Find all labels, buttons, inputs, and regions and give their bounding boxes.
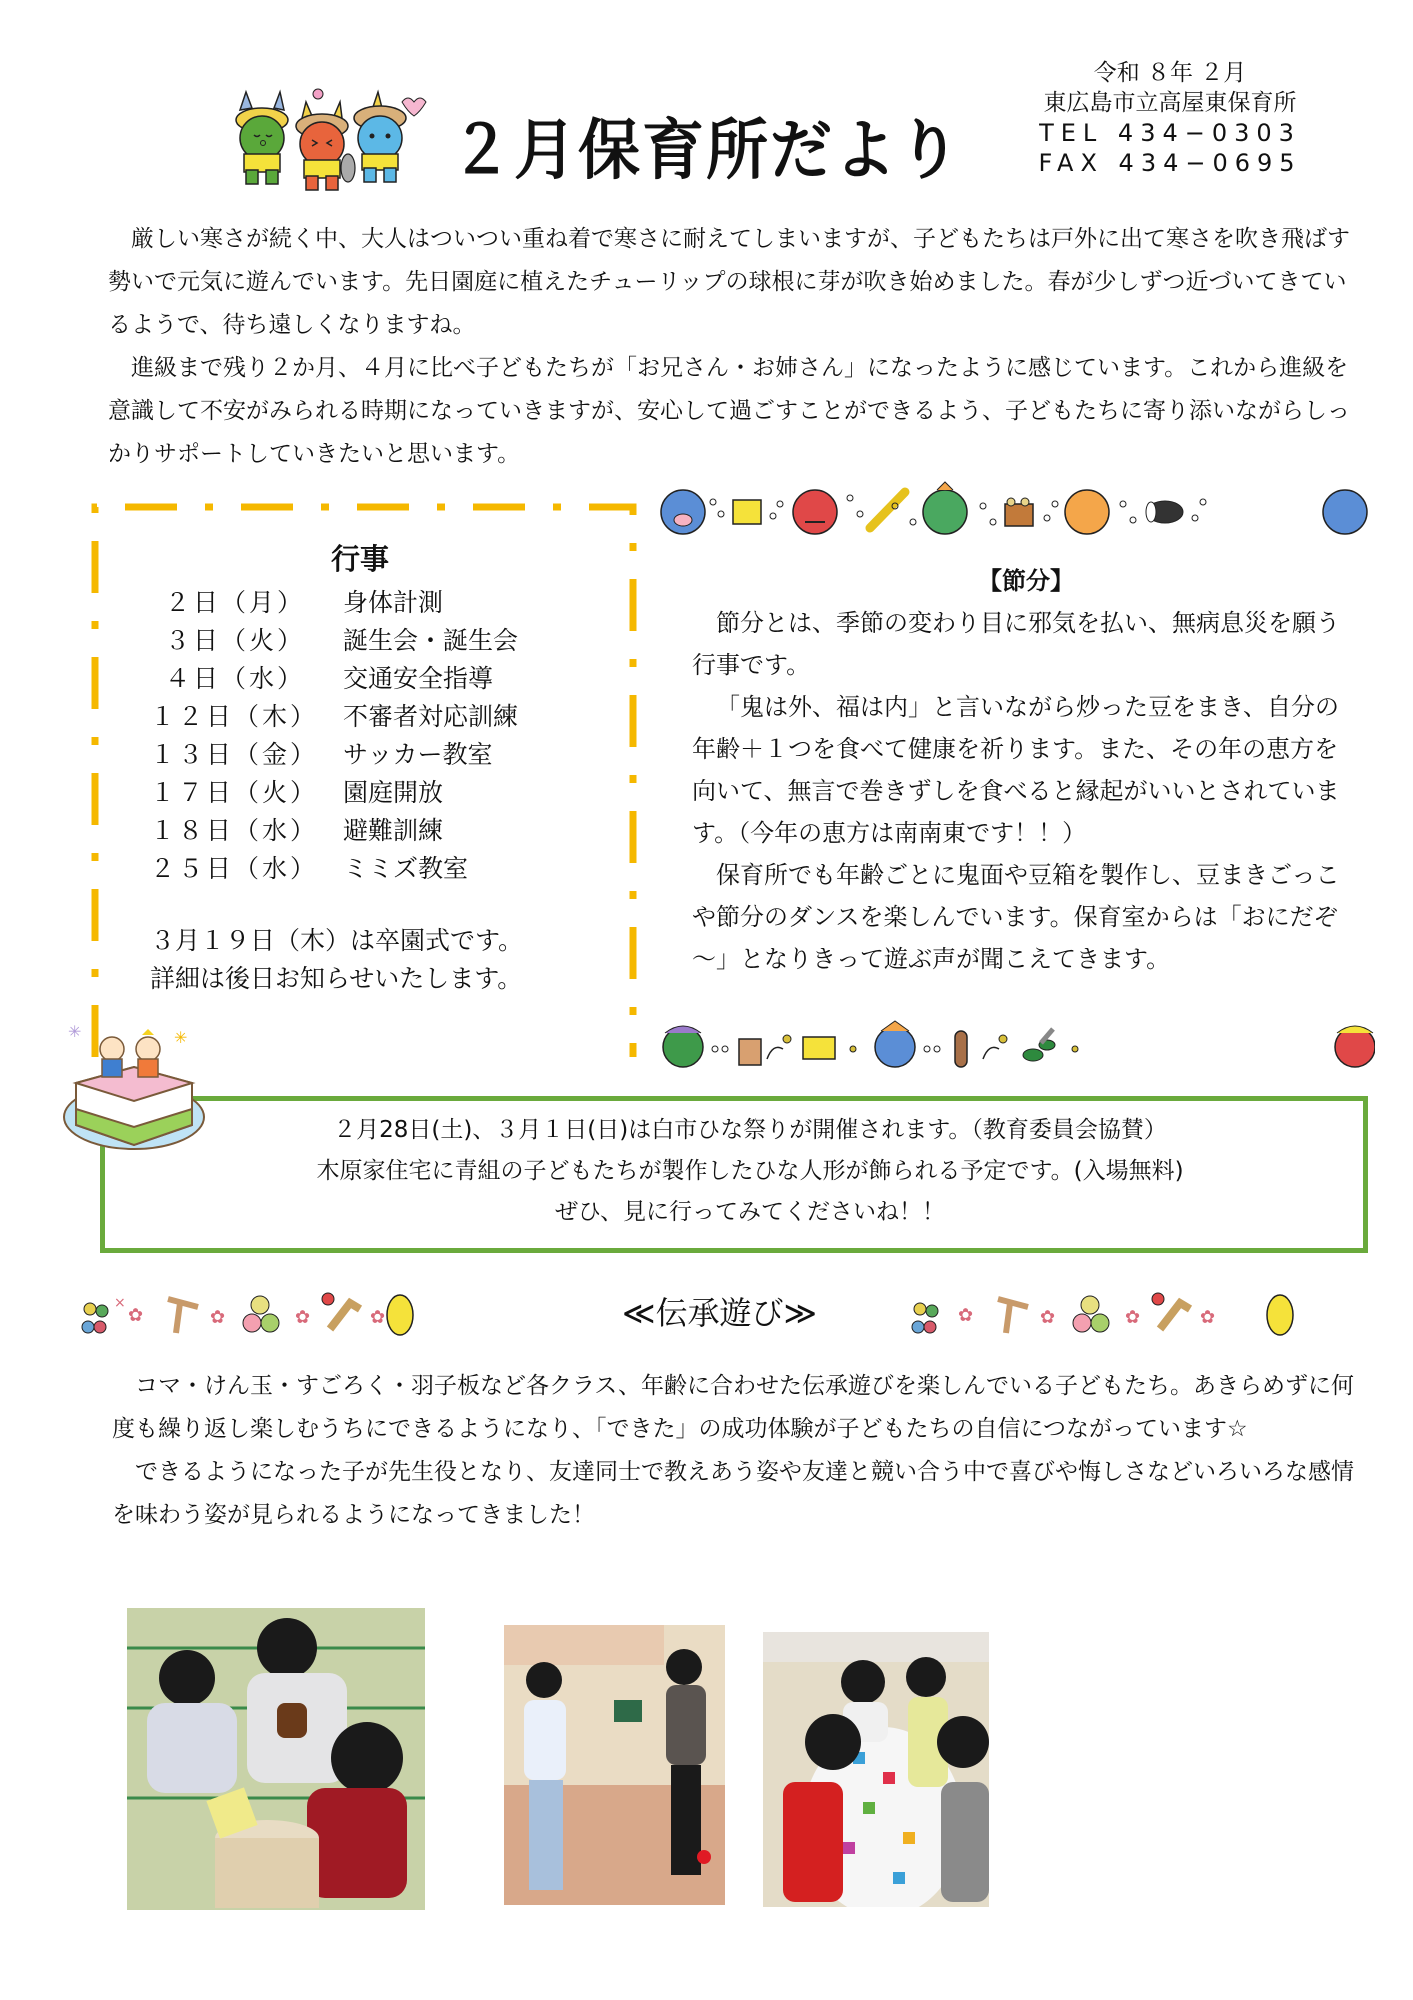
event-name: 園庭開放 (343, 778, 444, 807)
oni-decorative-border-bottom (655, 1015, 1375, 1075)
photo-toddlers-mochi-pounding (127, 1608, 425, 1910)
event-row (150, 810, 600, 848)
header-info (1020, 58, 1320, 178)
graduation-note-line1: ３月１９日（木）は卒園式です。 (150, 926, 524, 955)
green-oni-icon (236, 92, 288, 184)
event-date: ３日（火） (164, 626, 305, 655)
intro-section (108, 218, 1363, 476)
hina-matsuri-text (200, 1110, 1300, 1233)
event-row (150, 620, 600, 658)
orange-oni-face-icon (1065, 490, 1109, 534)
issue-date: 令和 ８年 ２月 (1093, 60, 1247, 86)
games-paragraph: コマ・けん玉・すごろく・羽子板など各クラス、年齢に合わせた伝承遊びを楽しんでいる子どもたち。あきらめずに何度も繰り返し楽しむうちにできるようになり、「できた」の成功体験が子どもたちの自信につながっています☆ (112, 1373, 1354, 1442)
graduation-note (150, 922, 600, 998)
event-row (150, 848, 600, 886)
red-oni-icon (296, 102, 348, 190)
newsletter-title: ２月保育所だより (450, 111, 963, 189)
svg-text:✿: ✿ (958, 1305, 974, 1326)
graduation-note-line2: 詳細は後日お知らせいたします。 (150, 964, 523, 993)
event-date: １２日（木） (150, 702, 319, 731)
hagoita-icon (330, 1303, 360, 1329)
holly-sardine-icon (1023, 1029, 1055, 1061)
event-row (150, 734, 600, 772)
photo-children-card-game (763, 1632, 989, 1907)
organization-name: 東広島市立高屋東保育所 (1043, 90, 1297, 116)
svg-text:✿: ✿ (1040, 1307, 1056, 1328)
setsubun-paragraph: 「鬼は外、福は内」と言いながら炒った豆をまき、自分の年齢＋１つを食べて健康を祈ります。また、その年の恵方を向いて、無言で巻きずしを食べると縁起がいいとされています。（今年の恵方は南南東です！！） (692, 693, 1340, 847)
event-date: ４日（水） (164, 664, 305, 693)
oni-mascots-illustration (222, 80, 457, 200)
event-date: １７日（火） (150, 778, 319, 807)
setsubun-section (692, 560, 1360, 980)
fax-label: FAX (1038, 149, 1104, 177)
traditional-games-section (112, 1365, 1362, 1537)
event-name: サッカー教室 (343, 740, 493, 769)
tiger-pants-icon (733, 500, 761, 524)
svg-text:✿: ✿ (295, 1307, 311, 1328)
blue-oni-face-icon (1323, 490, 1367, 534)
events-section (150, 537, 600, 998)
club-icon (870, 492, 905, 528)
blue-oni-icon (341, 92, 406, 182)
hina-line: 木原家住宅に青組の子どもたちが製作したひな人形が飾られる予定です。(入場無料) (316, 1158, 1184, 1184)
svg-text:✿: ✿ (128, 1305, 144, 1326)
fax-number: 434−0695 (1118, 149, 1302, 177)
setsubun-paragraph: 保育所でも年齢ごとに鬼面や豆箱を製作し、豆まきごっこや節分のダンスを楽しんでいます。保育室からは「おにだぞ～」となりきって遊ぶ声が聞こえてきます。 (692, 861, 1340, 973)
event-name: 誕生会・誕生会 (343, 626, 519, 655)
svg-text:✿: ✿ (370, 1307, 386, 1328)
ball-icon (387, 1295, 413, 1335)
tel-label: TEL (1039, 119, 1104, 147)
event-row (150, 772, 600, 810)
mallet-icon (955, 1031, 967, 1067)
blue-oni-face-icon (875, 1021, 915, 1067)
event-name: ミミズ教室 (343, 854, 469, 883)
green-oni-face-icon (663, 1026, 703, 1067)
kendama-icon (168, 1299, 198, 1333)
events-title: 行事 (330, 542, 389, 576)
green-oni-face-icon (923, 482, 967, 534)
event-date: １８日（水） (150, 816, 319, 845)
hina-line: ぜひ、見に行ってみてくださいね！！ (554, 1199, 946, 1225)
event-name: 避難訓練 (343, 816, 444, 845)
svg-text:✿: ✿ (1200, 1307, 1216, 1328)
event-name: 不審者対応訓練 (343, 702, 519, 731)
event-name: 交通安全指導 (343, 664, 494, 693)
event-row (150, 658, 600, 696)
event-row (150, 582, 600, 620)
hina-line: ２月28日(土)、３月１日(日)は白市ひな祭りが開催されます。（教育委員会協賛） (333, 1117, 1167, 1143)
blue-oni-face-icon (661, 490, 705, 534)
toys-right (912, 1293, 1293, 1335)
intro-paragraph: 進級まで残り２か月、４月に比べ子どもたちが「お兄さん・お姉さん」になったように感じています。これから進級を意識して不安がみられる時期になっていきますが、安心して過ごすことができるよう、子どもたちに寄り添いながらしっかりサポートしていきたいと思います。 (108, 355, 1350, 467)
photo-children-kendama (504, 1625, 725, 1905)
event-date: ２５日（水） (150, 854, 319, 883)
tiger-pants-icon (803, 1037, 835, 1059)
svg-text:✳: ✳ (68, 1022, 82, 1041)
intro-paragraph: 厳しい寒さが続く中、大人はついつい重ね着で寒さに耐えてしまいますが、子どもたちは戸外に出て寒さを吹き飛ばす勢いで元気に遊んでいます。先日園庭に植えたチューリップの球根に芽が吹き始めました。春が少しずつ近づいてきているようで、待ち遠しくなりますね。 (108, 226, 1350, 338)
games-paragraph: できるようになった子が先生役となり、友達同士で教えあう姿や友達と競い合う中で喜びや悔しさなどいろいろな感情を味わう姿が見られるようになってきました！ (112, 1459, 1354, 1528)
traditional-games-title: ≪伝承遊び≫ (622, 1294, 818, 1332)
tel-line (1020, 118, 1320, 148)
oni-decorative-border-top (655, 480, 1375, 540)
fax-line (1020, 148, 1320, 178)
setsubun-paragraph: 節分とは、季節の変わり目に邪気を払い、無病息災を願う行事です。 (692, 609, 1340, 679)
svg-text:×: × (114, 1295, 126, 1311)
svg-text:✳: ✳ (174, 1028, 188, 1047)
red-oni-face-icon (793, 490, 837, 534)
event-date: １３日（金） (150, 740, 319, 769)
setsubun-title: 【節分】 (978, 567, 1074, 595)
red-oni-face-icon (1335, 1026, 1375, 1067)
svg-text:✿: ✿ (1125, 1307, 1141, 1328)
bean-box-icon (1005, 504, 1033, 526)
svg-text:✿: ✿ (210, 1307, 226, 1328)
hina-cake-illustration (62, 1005, 212, 1155)
bean-box-icon (739, 1039, 761, 1065)
toys-left (82, 1293, 413, 1335)
event-row (150, 696, 600, 734)
event-name: 身体計測 (343, 588, 444, 617)
tel-number: 434−0303 (1117, 119, 1301, 147)
event-date: ２日（月） (164, 588, 305, 617)
